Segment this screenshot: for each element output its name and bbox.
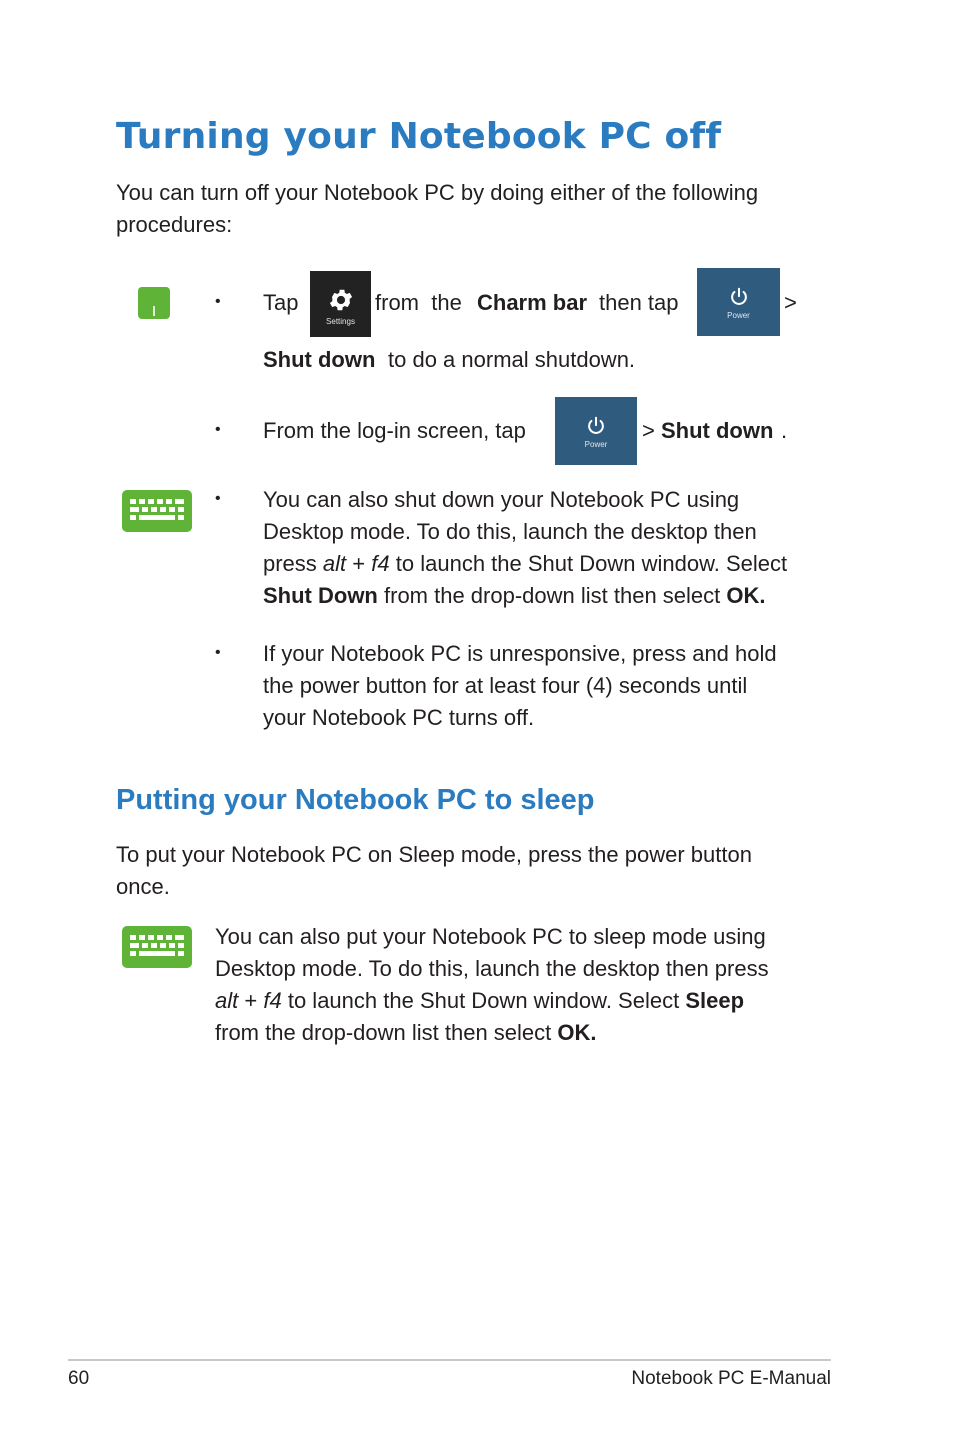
sleep-note-text [215, 921, 835, 1049]
ok-label: OK. [726, 583, 766, 608]
settings-charm-tile [310, 271, 371, 337]
text-line [263, 548, 843, 580]
section-heading-sleep: Putting your Notebook PC to sleep [116, 784, 595, 816]
settings-caption: Settings [326, 317, 355, 326]
text-fragment: to launch the Shut Down window. Select [287, 988, 680, 1013]
text-line: To put your Notebook PC on Sleep mode, press the power button [116, 842, 752, 867]
text-line: You can also shut down your Notebook PC using [263, 487, 740, 512]
period: . [781, 418, 788, 443]
then-tap-text: then tap [599, 290, 679, 315]
bullet-marker: • [215, 644, 221, 661]
power-icon [585, 415, 607, 437]
text-line: your Notebook PC turns off. [263, 705, 535, 730]
force-shutdown-text [263, 638, 843, 734]
power-icon [728, 286, 750, 308]
tap-text: Tap [263, 290, 299, 315]
manual-title: Notebook PC E-Manual [631, 1368, 831, 1389]
text-line [215, 985, 835, 1017]
sleep-option: Sleep [685, 988, 745, 1013]
f4-key: f4 [263, 988, 282, 1013]
keyboard-icon [122, 490, 192, 532]
text-line: the power button for at least four (4) seconds until [263, 673, 748, 698]
page-number: 60 [68, 1368, 90, 1389]
sleep-intro-text [116, 839, 836, 903]
touch-gesture-icon [138, 287, 170, 319]
text-fragment: from the drop-down list then select [215, 1020, 552, 1045]
bullet-marker: • [215, 490, 221, 507]
from-the-text: from the [375, 290, 462, 315]
bullet-marker: • [215, 421, 221, 438]
ok-label: OK. [557, 1020, 597, 1045]
keyboard-icon [122, 926, 192, 968]
normal-shutdown-text: to do a normal shutdown. [388, 347, 636, 372]
footer-divider [68, 1359, 831, 1361]
power-caption: Power [584, 440, 608, 449]
text-fragment: to launch the Shut Down window. Select [395, 551, 788, 576]
plus-sign: + [244, 988, 258, 1013]
power-charm-tile [697, 268, 780, 336]
shut-down-label: Shut down [263, 347, 376, 372]
text-line [263, 580, 843, 612]
gear-icon [327, 286, 355, 314]
page-title: Turning your Notebook PC off [116, 116, 722, 157]
shut-down-label: Shut down [661, 418, 774, 443]
press-text: press [263, 551, 317, 576]
text-fragment: from the drop-down list then select [384, 583, 721, 608]
text-line: Desktop mode. To do this, launch the desktop then press [215, 956, 769, 981]
alt-key: alt [215, 988, 239, 1013]
alt-key: alt [322, 551, 347, 576]
text-line: If your Notebook PC is unresponsive, press and hold [263, 641, 777, 666]
text-line [215, 1017, 835, 1049]
f4-key: f4 [371, 551, 390, 576]
separator-gt: > [784, 290, 797, 315]
power-caption: Power [727, 311, 750, 320]
text-line: once. [116, 874, 170, 899]
shut-down-option: Shut Down [263, 583, 378, 608]
intro-text: You can turn off your Notebook PC by doing either of the following procedures: [116, 180, 759, 237]
separator-gt: > [642, 418, 655, 443]
login-screen-text: From the log-in screen, tap [263, 418, 526, 443]
desktop-shutdown-text [263, 484, 843, 612]
bullet-marker: • [215, 293, 221, 310]
power-login-tile [555, 397, 637, 465]
text-line: Desktop mode. To do this, launch the desktop then [263, 519, 757, 544]
charm-bar-label: Charm bar [477, 290, 588, 315]
plus-sign: + [352, 551, 366, 576]
text-line: You can also put your Notebook PC to sleep mode using [215, 924, 766, 949]
